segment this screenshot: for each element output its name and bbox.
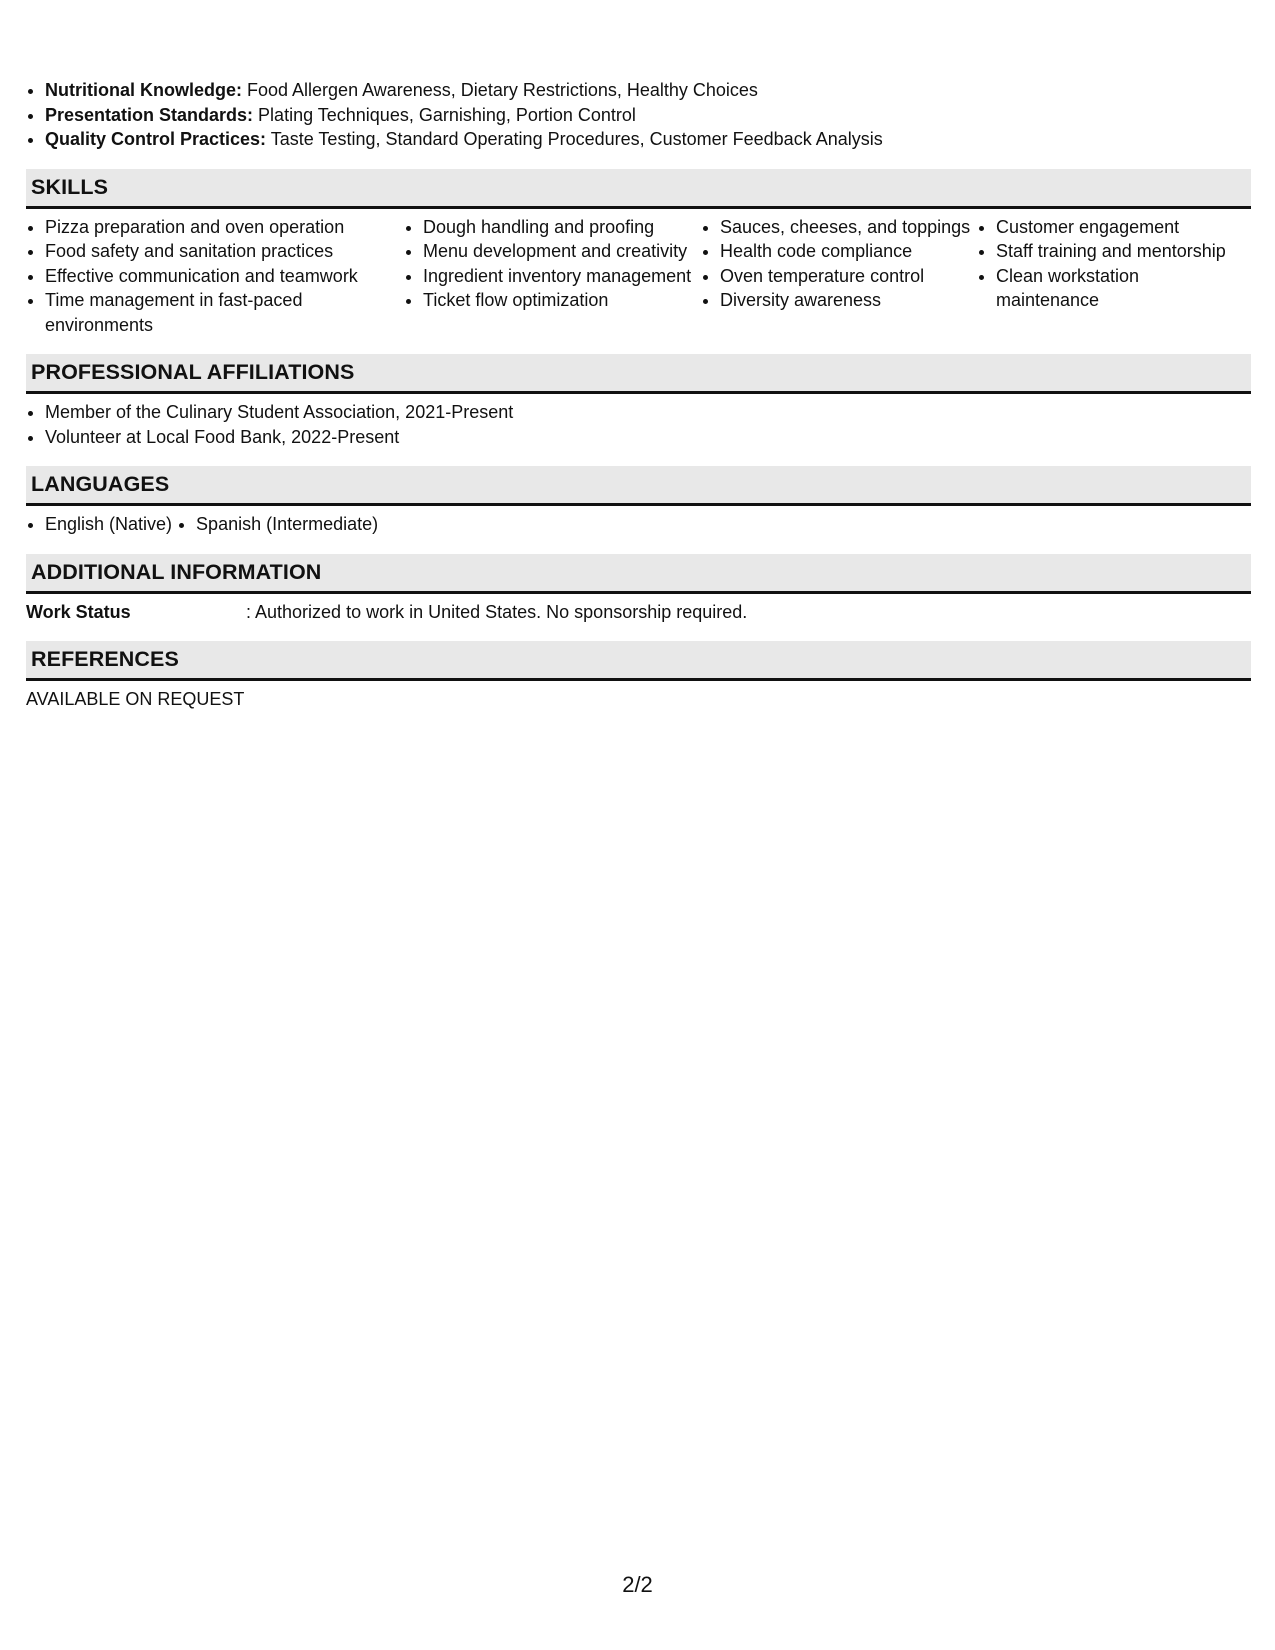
languages-body [26,506,1251,537]
additional-info-body [26,594,1251,625]
additional-info-section [26,554,1251,625]
affiliation-item: • Volunteer at Local Food Bank, 2022-Present [45,425,1251,450]
list-item [45,103,1251,128]
section-title-languages: LANGUAGES [26,466,1251,506]
item-text: Taste Testing, Standard Operating Procedures, Customer Feedback Analysis [266,129,883,149]
skill-item: • Customer engagement [996,215,1237,240]
skills-section [26,169,1251,338]
references-section [26,641,1251,712]
references-body [26,681,1251,712]
skill-item: • Ticket flow optimization [423,288,701,313]
skill-item: • Health code compliance [720,239,977,264]
skill-item: • Clean workstation maintenance [996,264,1237,313]
skill-item: • Ingredient inventory management [423,264,701,289]
skills-column [977,215,1237,338]
section-title-skills: SKILLS [26,169,1251,209]
skill-item: • Effective communication and teamwork [45,264,404,289]
skill-item: • Menu development and creativity [423,239,701,264]
skills-column [701,215,977,338]
skill-item: • Sauces, cheeses, and toppings [720,215,977,240]
item-text: Plating Techniques, Garnishing, Portion Control [253,104,636,125]
skill-item: • Dough handling and proofing [423,215,701,240]
item-text: Food Allergen Awareness, Dietary Restrictions, Healthy Choices [242,80,758,100]
resume-page [26,78,1251,712]
skill-item: • Food safety and sanitation practices [45,239,404,264]
languages-section [26,466,1251,537]
section-title-affiliations: PROFESSIONAL AFFILIATIONS [26,354,1251,394]
language-item: • English (Native) [45,512,172,537]
item-label: Quality Control Practices: [45,129,267,149]
skills-detail-list [26,78,1251,152]
list-item [45,78,1251,103]
info-label: Work Status [26,601,131,622]
affiliations-body [26,394,1251,449]
section-title-references: REFERENCES [26,641,1251,681]
skill-item: • Time management in fast-paced environments [45,288,404,337]
skill-item: • Staff training and mentorship [996,239,1237,264]
skills-column [26,215,404,338]
list-item [45,127,1251,152]
info-value: : Authorized to work in United States. No sponsorship required. [246,601,748,622]
skill-item: • Diversity awareness [720,288,977,313]
skill-item: • Pizza preparation and oven operation [45,215,404,240]
page-number: 2/2 [622,1572,653,1597]
references-text: AVAILABLE ON REQUEST [26,689,245,709]
skill-item: • Oven temperature control [720,264,977,289]
affiliation-item: • Member of the Culinary Student Association, 2021-Present [45,400,1251,425]
info-row [26,600,1251,625]
item-label: Presentation Standards: [45,104,254,125]
item-label: Nutritional Knowledge: [45,80,242,100]
language-item: • Spanish (Intermediate) [196,512,378,537]
section-title-additional-info: ADDITIONAL INFORMATION [26,554,1251,594]
skills-grid [26,209,1251,338]
affiliations-section [26,354,1251,449]
skills-column [404,215,701,338]
